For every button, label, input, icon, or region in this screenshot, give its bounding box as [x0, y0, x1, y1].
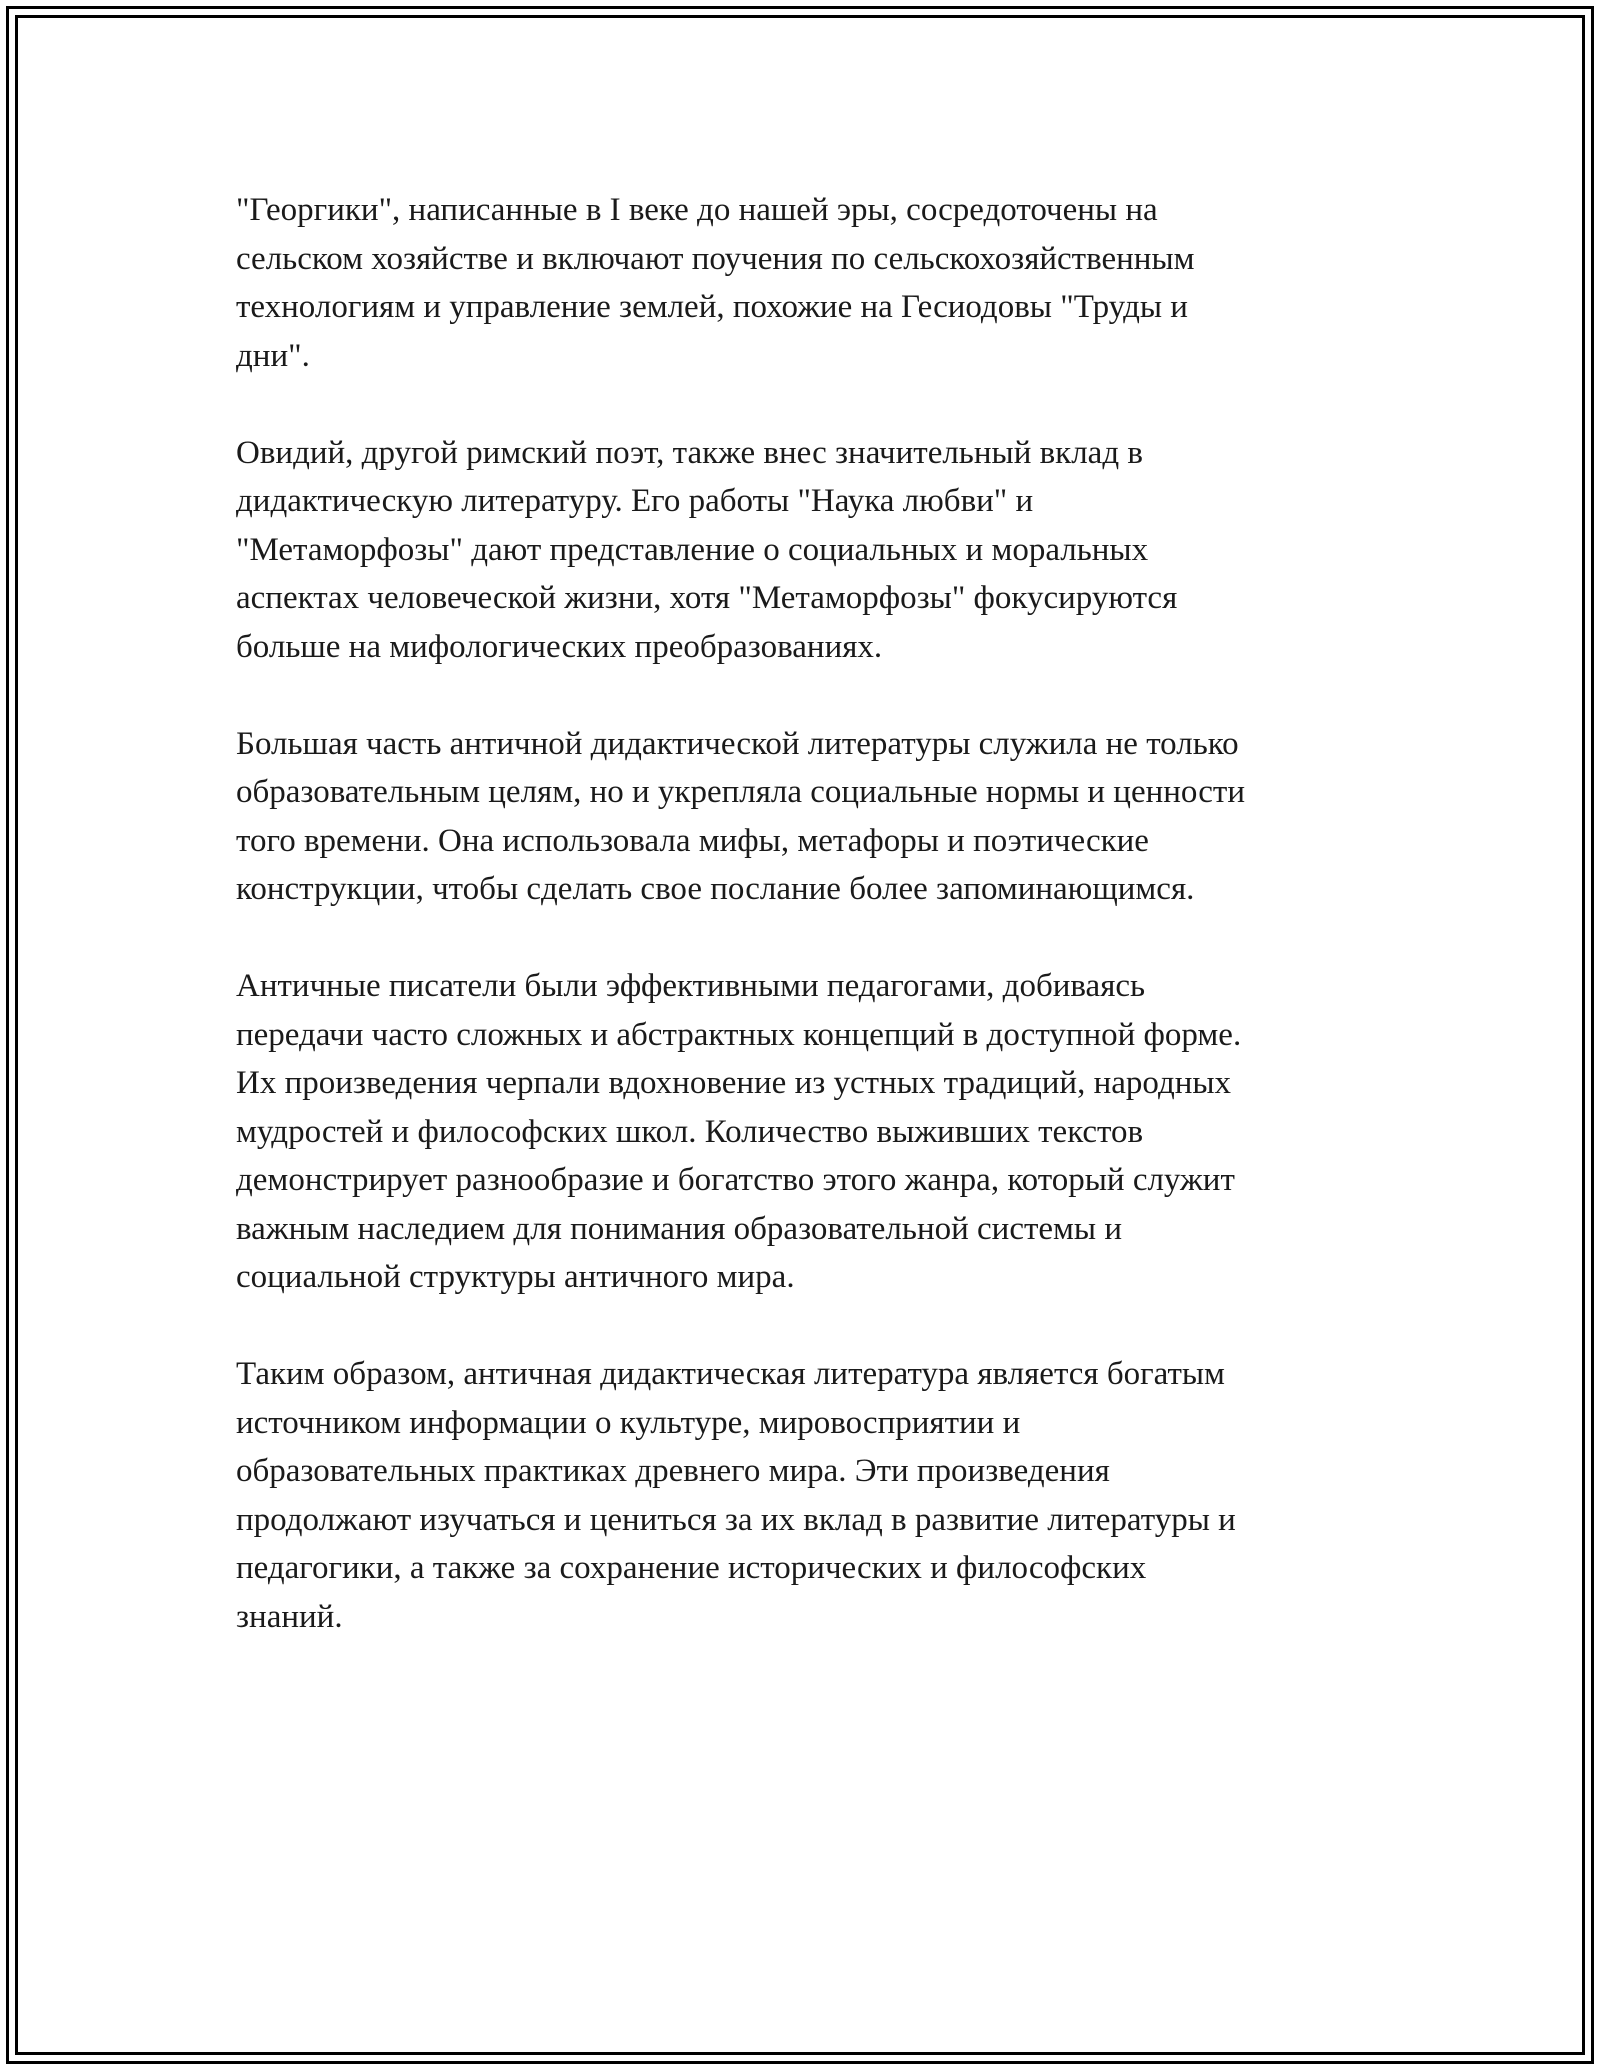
- paragraph-georgics: "Георгики", написанные в I веке до нашей эры, сосредоточены на сельском хозяйстве и включают поучения по сельскохозяйственным технологиям и управление землей, похожие на Гесиодовы "Труды и дни".: [236, 192, 1195, 374]
- paragraph-didactic-purpose: Большая часть античной дидактической литературы служила не только образовательным целям, но и укрепляла социальные нормы и ценности того времени. Она использовала мифы, метафоры и поэтические конструкции, чтобы сделать свое послание более запоминающимся.: [236, 725, 1245, 907]
- document-body: [236, 186, 1366, 1690]
- paragraph-ovid: Овидий, другой римский поэт, также внес значительный вклад в дидактическую литературу. Его работы "Наука любви" и "Метаморфозы" дают представление о социальных и моральных аспектах человеческой жизни, хотя "Метаморфозы" фокусируются больше на мифологических преобразованиях.: [236, 434, 1178, 665]
- paragraph-conclusion: Таким образом, античная дидактическая литература является богатым источником информации о культуре, мировосприятии и образовательных практиках древнего мира. Эти произведения продолжают изучаться и цениться за их вклад в развитие литературы и педагогики, а также за сохранение исторических и философских знаний.: [236, 1356, 1236, 1635]
- paragraph-ancient-writers: Античные писатели были эффективными педагогами, добиваясь передачи часто сложных и абстрактных концепций в доступной форме. Их произведения черпали вдохновение из устных традиций, народных мудростей и философских школ. Количество выживших текстов демонстрирует разнообразие и богатство этого жанра, который служит важным наследием для понимания образовательной системы и социальной структуры античного мира.: [236, 968, 1242, 1295]
